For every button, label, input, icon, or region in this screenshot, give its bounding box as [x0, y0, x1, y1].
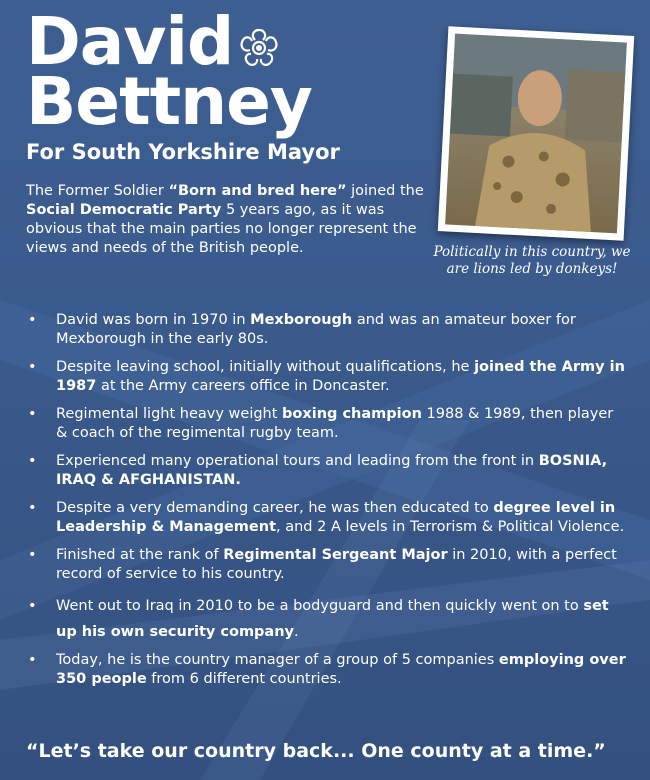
photo-caption: Politically in this country, we are lions led by donkeys!: [433, 244, 631, 277]
bullet-icon: •: [28, 652, 37, 668]
item-text: Experienced many operational tours and leading from the front in: [56, 453, 539, 469]
item-highlight: Regimental Sergeant Major: [223, 547, 448, 563]
intro-party: Social Democratic Party: [26, 202, 222, 218]
intro-text-1: The Former Soldier: [26, 183, 169, 199]
list-item: [26, 405, 626, 443]
bullet-icon: •: [28, 598, 37, 614]
bullet-icon: •: [28, 453, 37, 469]
list-item: [26, 452, 626, 490]
bullet-icon: •: [28, 359, 37, 375]
item-text: Went out to Iraq in 2010 to be a bodyguard and then quickly went on to: [56, 598, 584, 614]
biography-list: [26, 311, 626, 698]
item-text: , and 2 A levels in Terrorism & Political Violence.: [276, 519, 625, 535]
item-text: from 6 different countries.: [146, 671, 342, 687]
last-name: Bettney: [26, 63, 312, 140]
first-name: David: [26, 3, 234, 80]
candidate-photo-frame: [438, 26, 634, 240]
yorkshire-rose-icon: [237, 26, 281, 70]
intro-paragraph: [26, 182, 426, 258]
item-text: 1988 & 1989, then player & coach of the regimental rugby team.: [56, 406, 614, 441]
item-text: Despite leaving school, initially without qualifications, he: [56, 359, 475, 375]
item-text: .: [294, 624, 299, 640]
item-text: Finished at the rank of: [56, 547, 224, 563]
list-item: [26, 546, 626, 584]
bullet-icon: •: [28, 406, 37, 422]
list-item: [26, 651, 626, 689]
item-highlight: boxing champion: [282, 406, 422, 422]
bullet-icon: •: [28, 500, 37, 516]
item-text: David was born in 1970 in: [56, 312, 251, 328]
item-text: Despite a very demanding career, he was then educated to: [56, 500, 494, 516]
bullet-icon: •: [28, 547, 37, 563]
item-text: Regimental light heavy weight: [56, 406, 283, 422]
list-item: [26, 499, 626, 537]
item-text: at the Army careers office in Doncaster.: [96, 378, 390, 394]
list-item: [26, 311, 626, 349]
item-text: in 2010, with a perfect record of service to his country.: [56, 547, 617, 582]
candidate-photo: [445, 34, 627, 234]
intro-text-2: joined the: [346, 183, 424, 199]
item-highlight: employing over 350 people: [56, 652, 626, 687]
item-highlight: BOSNIA, IRAQ & AFGHANISTAN.: [56, 453, 608, 488]
item-text: and was an amateur boxer for Mexborough in the early 80s.: [56, 312, 576, 347]
bullet-icon: •: [28, 312, 37, 328]
closing-quote: “Let’s take our country back... One county at a time.”: [26, 740, 606, 762]
item-highlight: degree level in Leadership & Management: [56, 500, 616, 535]
list-item: [26, 593, 626, 645]
item-highlight: joined the Army in 1987: [56, 359, 625, 394]
item-text: Today, he is the country manager of a group of 5 companies: [56, 652, 499, 668]
intro-quote: “Born and bred here”: [168, 183, 347, 199]
subtitle: For South Yorkshire Mayor: [26, 140, 340, 164]
list-item: [26, 358, 626, 396]
item-highlight: Mexborough: [250, 312, 353, 328]
intro-text-3: 5 years ago, as it was obvious that the main parties no longer represent the views and needs of the British people.: [26, 202, 417, 256]
item-highlight: set up his own security company: [56, 598, 609, 640]
